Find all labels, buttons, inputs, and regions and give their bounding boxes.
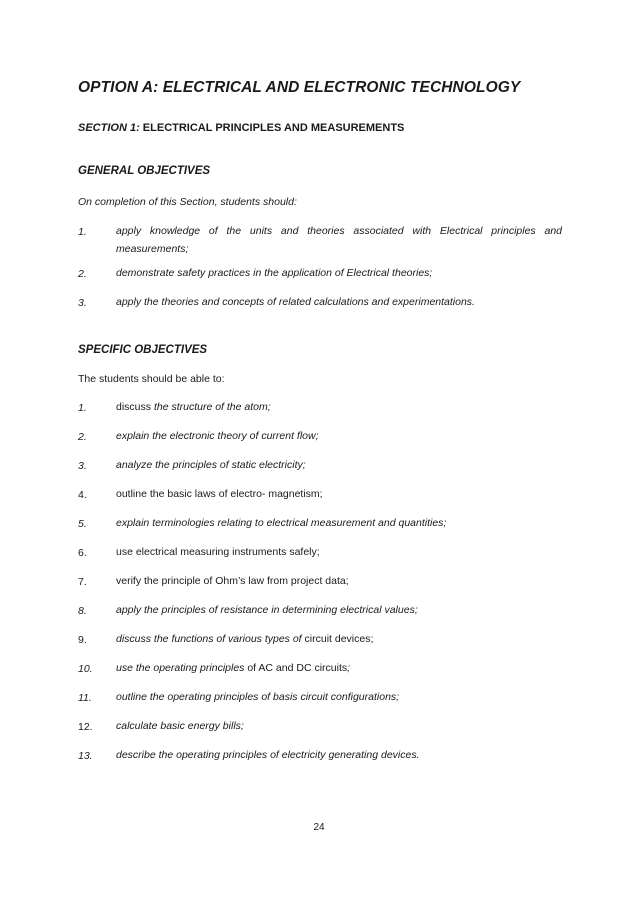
- item-text: explain terminologies relating to electrical measurement and quantities;: [116, 517, 447, 529]
- item-text: demonstrate safety practices in the application of Electrical theories;: [116, 267, 433, 279]
- item-text: use the operating principles of AC and DC circuits;: [116, 662, 351, 674]
- item-number: 5.: [78, 518, 87, 530]
- item-text: describe the operating principles of electricity generating devices.: [116, 749, 420, 761]
- item-number: 11.: [78, 692, 92, 704]
- item-number: 2.: [78, 431, 87, 443]
- general-objectives-heading: GENERAL OBJECTIVES: [78, 165, 211, 177]
- page-title: OPTION A: ELECTRICAL AND ELECTRONIC TECHNOLOGY: [78, 79, 521, 96]
- item-text: apply the principles of resistance in determining electrical values;: [116, 604, 418, 616]
- item-number: 2.: [78, 268, 87, 280]
- item-number: 4.: [78, 489, 87, 501]
- item-text: apply knowledge of the units and theories associated with Electrical principles and measurements;: [116, 225, 562, 255]
- item-text: discuss the structure of the atom;: [116, 401, 271, 413]
- section-colon: :: [136, 122, 140, 134]
- general-objectives-intro: On completion of this Section, students should:: [78, 196, 297, 208]
- specific-objectives-intro: The students should be able to:: [78, 373, 225, 385]
- item-number: 8.: [78, 605, 87, 617]
- item-text: use electrical measuring instruments safely;: [116, 546, 320, 558]
- item-text: calculate basic energy bills;: [116, 720, 244, 732]
- item-text: analyze the principles of static electricity;: [116, 459, 306, 471]
- item-text: discuss the functions of various types of circuit devices;: [116, 633, 374, 645]
- item-number: 13.: [78, 750, 93, 762]
- section-title: [78, 122, 404, 134]
- item-number: 3.: [78, 460, 87, 472]
- item-number: 12.: [78, 721, 93, 733]
- section-label: SECTION 1: [78, 122, 137, 134]
- item-number: 9.: [78, 634, 87, 646]
- section-name: ELECTRICAL PRINCIPLES AND MEASUREMENTS: [139, 122, 405, 134]
- item-text: apply the theories and concepts of related calculations and experimentations.: [116, 296, 475, 308]
- item-text: outline the operating principles of basis circuit configurations;: [116, 691, 400, 703]
- item-text: verify the principle of Ohm’s law from project data;: [116, 575, 349, 587]
- item-text: outline the basic laws of electro- magnetism;: [116, 488, 323, 500]
- item-number: 6.: [78, 547, 87, 559]
- specific-objectives-heading: SPECIFIC OBJECTIVES: [78, 344, 208, 356]
- item-number: 10.: [78, 663, 93, 675]
- page-number: 24: [313, 822, 325, 833]
- item-number: 1.: [78, 226, 87, 238]
- item-number: 7.: [78, 576, 87, 588]
- item-text: explain the electronic theory of current flow;: [116, 430, 319, 442]
- item-number: 3.: [78, 297, 87, 309]
- item-number: 1.: [78, 402, 87, 414]
